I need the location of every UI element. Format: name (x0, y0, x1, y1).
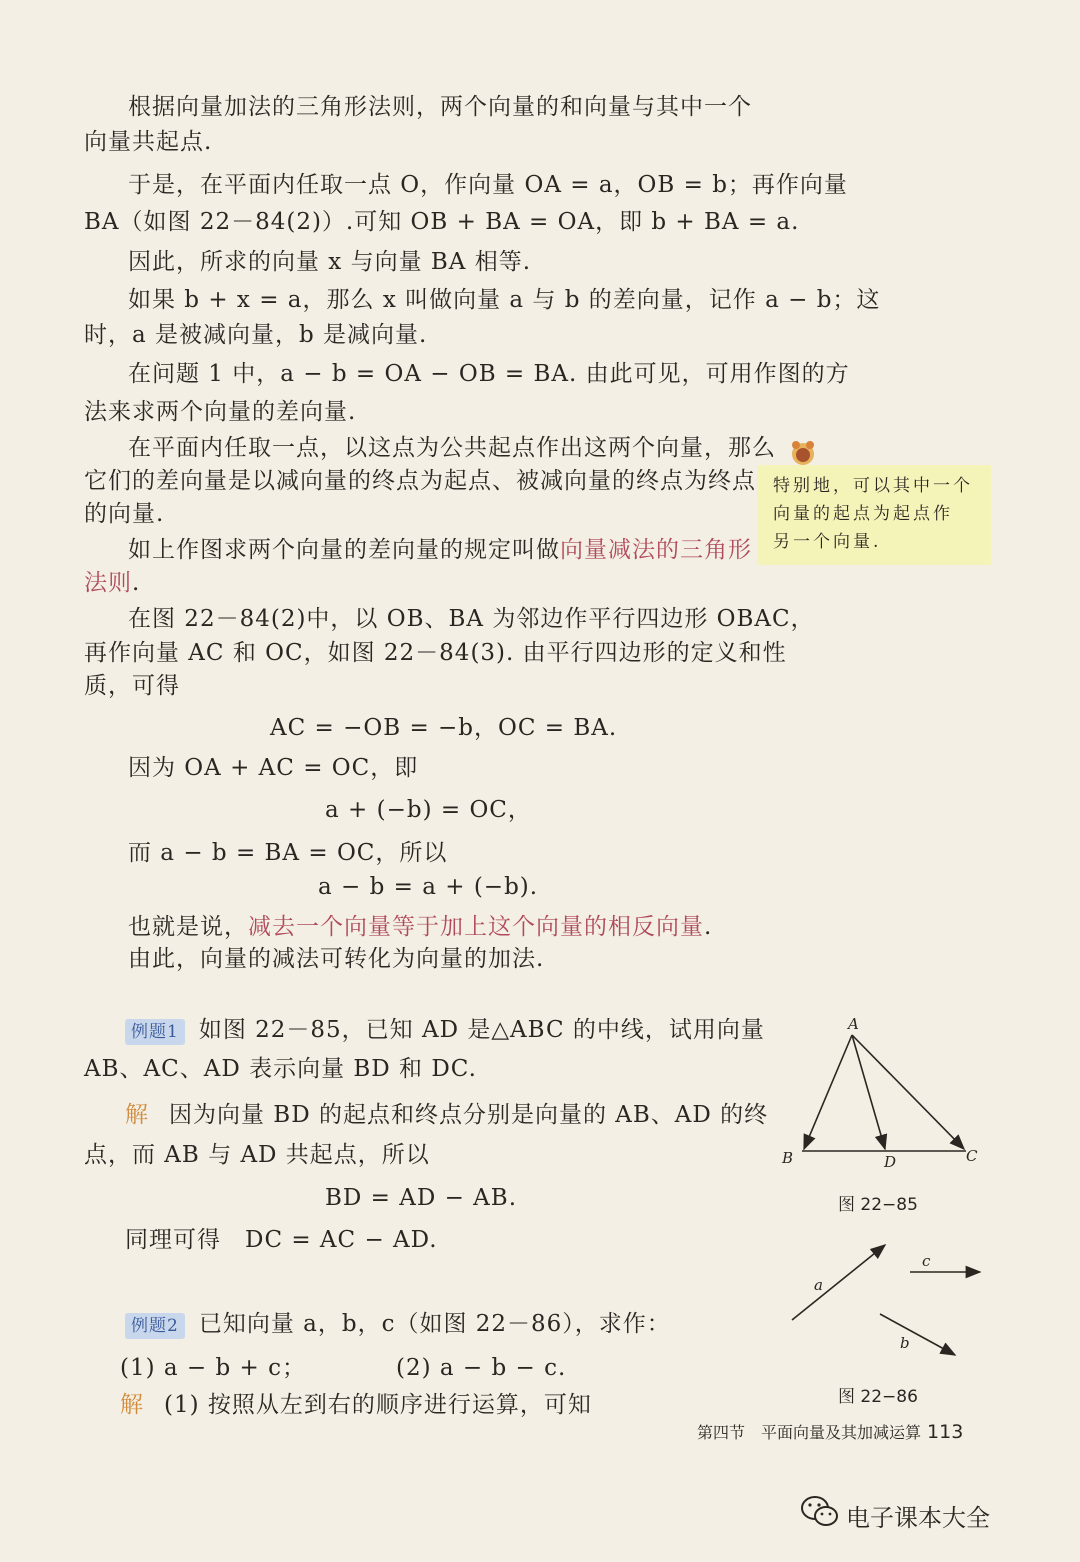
note-line: 另一个向量. (773, 532, 882, 552)
note-line: 特别地，可以其中一个 (773, 476, 973, 496)
body-line: 它们的差向量是以减向量的终点为起点、被减向量的终点为终点 (84, 468, 756, 494)
body-line: 根据向量加法的三角形法则，两个向量的和向量与其中一个 (128, 94, 752, 120)
body-line: 于是，在平面内任取一点 O，作向量 OA = a，OB = b；再作向量 (128, 172, 848, 198)
example2-parts (120, 1353, 566, 1383)
vector-b (880, 1314, 955, 1355)
solution1-line (125, 1100, 768, 1130)
solution1-line2: 点，而 AB 与 AD 共起点，所以 (84, 1142, 430, 1168)
rule-end: . (132, 570, 141, 596)
label-b: B (782, 1149, 794, 1167)
example2-text: 已知向量 a，b，c（如图 22－86），求作： (198, 1311, 671, 1337)
body-line: 而 a − b = BA = OC，所以 (128, 840, 448, 866)
rule-highlight-2: 法则 (84, 570, 132, 596)
solution2-line (120, 1390, 592, 1420)
footer-section: 第四节 平面向量及其加减运算 (697, 1423, 922, 1442)
wechat-icon (800, 1494, 840, 1530)
solution1-text: 因为向量 BD 的起点和终点分别是向量的 AB、AD 的终 (169, 1102, 769, 1128)
example2-part1: (1) a − b + c； (120, 1355, 306, 1381)
label-vec-b: b (900, 1334, 910, 1352)
example2-part2: (2) a − b − c. (396, 1355, 567, 1381)
page-number: 113 (927, 1421, 964, 1443)
equation: AC = −OB = −b，OC = BA. (270, 715, 618, 741)
solution1-label: 解 (125, 1102, 149, 1128)
body-line: 向量共起点. (84, 129, 213, 155)
example1-line2: AB、AC、AD 表示向量 BD 和 DC. (84, 1056, 477, 1082)
body-line: 质，可得 (84, 673, 180, 699)
figure-22-85 (770, 1015, 990, 1175)
note-character-icon (788, 437, 818, 467)
say-end: . (704, 914, 713, 940)
equation: BD = AD − AB. (325, 1185, 518, 1211)
example1-line (125, 1015, 765, 1045)
figure-22-86 (780, 1230, 990, 1370)
rule-line (128, 535, 752, 565)
margin-note-text (773, 472, 973, 556)
equation: a + (−b) = OC， (325, 797, 532, 823)
body-line: 如果 b + x = a，那么 x 叫做向量 a 与 b 的差向量，记作 a − b；这 (128, 287, 881, 313)
say-line (128, 912, 712, 942)
body-line: 在平面内任取一点，以这点为公共起点作出这两个向量，那么 (128, 435, 776, 461)
body-line: BA（如图 22－84(2)）.可知 OB + BA = OA，即 b + BA = a. (84, 209, 800, 235)
solution2-text: (1) 按照从左到右的顺序进行运算，可知 (164, 1392, 592, 1418)
note-line: 向量的起点为起点作 (773, 504, 953, 524)
body-line: 法来求两个向量的差向量. (84, 399, 357, 425)
body-line: 时，a 是被减向量，b 是减向量. (84, 322, 428, 348)
say-prefix: 也就是说， (128, 914, 248, 940)
body-line: 因此，所求的向量 x 与向量 BA 相等. (128, 249, 532, 275)
body-line: 再作向量 AC 和 OC，如图 22－84(3). 由平行四边形的定义和性 (84, 640, 787, 666)
example2-label: 例题2 (125, 1313, 185, 1339)
say-highlight: 减去一个向量等于加上这个向量的相反向量 (248, 914, 704, 940)
body-line: 在图 22－84(2)中，以 OB、BA 为邻边作平行四边形 OBAC， (128, 606, 815, 632)
rule-line-2 (84, 568, 140, 598)
label-d: D (884, 1153, 897, 1171)
example1-label: 例题1 (125, 1019, 185, 1045)
label-a: A (848, 1015, 859, 1033)
body-line: 的向量. (84, 501, 165, 527)
vector-ab (804, 1035, 852, 1149)
label-vec-a: a (814, 1276, 823, 1294)
equation: a − b = a + (−b). (318, 874, 539, 900)
example1-text: 如图 22－85，已知 AD 是△ABC 的中线，试用向量 (198, 1017, 765, 1043)
figure-22-85-caption: 图 22−85 (838, 1195, 918, 1215)
body-line: 由此，向量的减法可转化为向量的加法. (128, 946, 545, 972)
body-line: 在问题 1 中，a − b = OA − OB = BA. 由此可见，可用作图的方 (128, 361, 850, 387)
solution2-label: 解 (120, 1392, 144, 1418)
body-line: 因为 OA + AC = OC，即 (128, 755, 419, 781)
label-c: C (966, 1147, 978, 1165)
example2-line (125, 1309, 671, 1339)
page-footer (697, 1420, 963, 1443)
watermark-text: 电子课本大全 (846, 1504, 990, 1532)
rule-prefix: 如上作图求两个向量的差向量的规定叫做 (128, 537, 560, 563)
body-line: 同理可得 DC = AC − AD. (125, 1227, 438, 1253)
vector-a (792, 1245, 885, 1320)
figure-22-86-caption: 图 22−86 (838, 1387, 918, 1407)
rule-highlight: 向量减法的三角形 (560, 537, 752, 563)
label-vec-c: c (922, 1252, 931, 1270)
